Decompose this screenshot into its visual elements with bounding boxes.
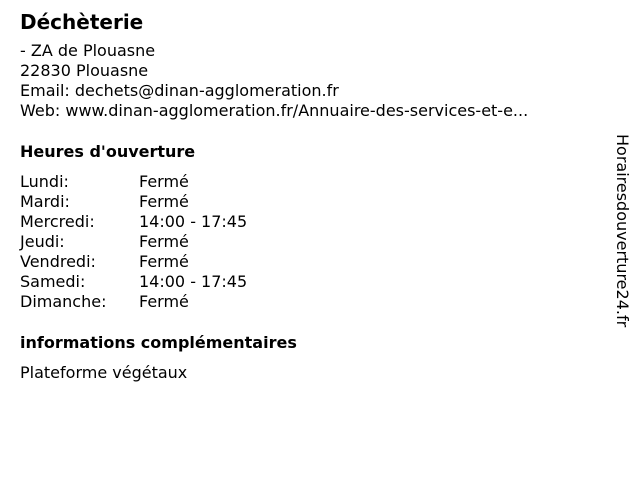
day-hours: Fermé (139, 192, 189, 211)
hours-row-jeudi (20, 232, 600, 252)
day-label: Lundi: (20, 172, 69, 191)
hours-row-mercredi (20, 212, 600, 232)
address-line-2: 22830 Plouasne (20, 61, 149, 80)
day-hours: 14:00 - 17:45 (139, 212, 248, 231)
day-label: Mardi: (20, 192, 70, 211)
web-line: Web: www.dinan-agglomeration.fr/Annuaire-des-services-et-e... (20, 101, 529, 120)
hours-row-lundi (20, 172, 600, 192)
extra-info-text: Plateforme végétaux (20, 363, 188, 382)
day-label: Mercredi: (20, 212, 95, 231)
day-label: Jeudi: (20, 232, 65, 251)
day-label: Samedi: (20, 272, 86, 291)
day-hours: Fermé (139, 172, 189, 191)
day-hours: Fermé (139, 292, 189, 311)
site-watermark: Horairesdouverture24.fr (613, 134, 632, 328)
email-line: Email: dechets@dinan-agglomeration.fr (20, 81, 339, 100)
day-hours: 14:00 - 17:45 (139, 272, 248, 291)
extra-info-heading: informations complémentaires (20, 333, 297, 352)
hours-row-mardi (20, 192, 600, 212)
hours-row-dimanche (20, 292, 600, 312)
hours-row-vendredi (20, 252, 600, 272)
place-card (20, 8, 600, 383)
address-line-1: - ZA de Plouasne (20, 41, 156, 60)
day-hours: Fermé (139, 232, 189, 251)
hours-table (20, 172, 600, 312)
hours-row-samedi (20, 272, 600, 292)
place-title: Déchèterie (20, 10, 144, 34)
day-label: Vendredi: (20, 252, 96, 271)
day-hours: Fermé (139, 252, 189, 271)
hours-heading: Heures d'ouverture (20, 142, 196, 161)
day-label: Dimanche: (20, 292, 107, 311)
